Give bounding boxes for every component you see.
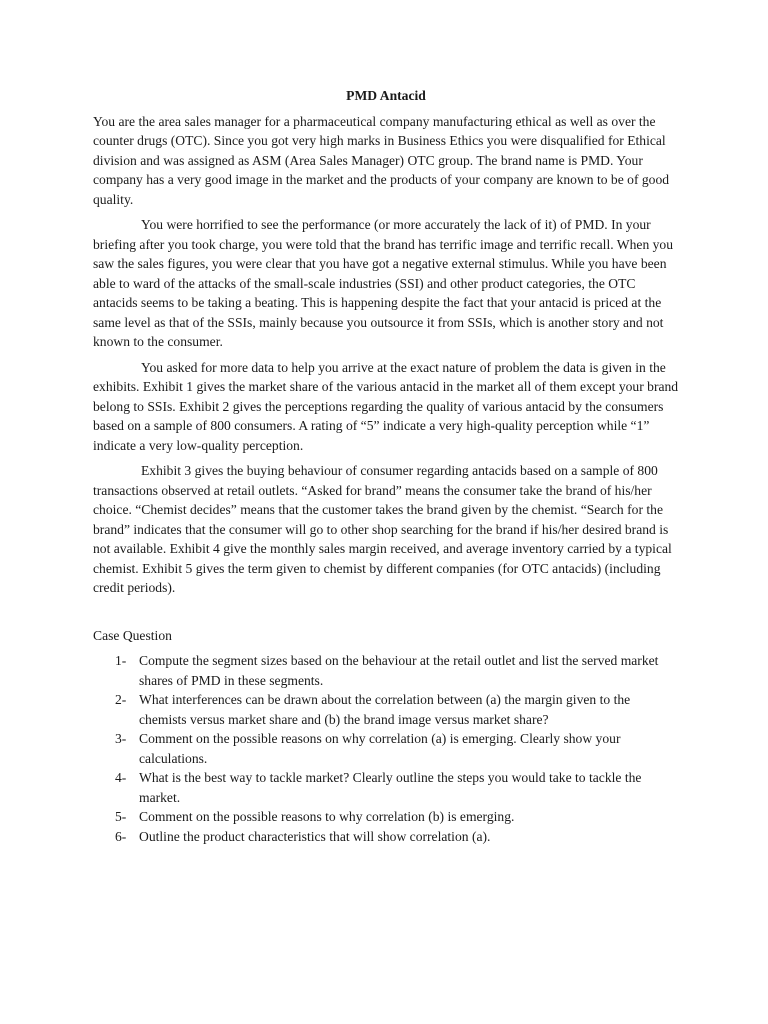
question-number: 4- [115,770,127,785]
document-title: PMD Antacid [346,88,426,103]
paragraph-performance: You were horrified to see the performance (or more accurately the lack of it) of PMD. In your briefing after you took charge, you were told that the brand has terrific image and terrific recall. When you saw the sales figures, you were clear that you have got a negative external stimulus. While you have been able to ward of the attacks of the small-scale industries (SSI) and other product categories, the OTC antacids seems to be taking a beating. This is happening despite the fact that your antacid is priced at the same level as that of the SSIs, mainly because you outsource it from SSIs, which is another story and not known to the consumer. [93,217,674,349]
question-item [93,651,679,690]
question-item [93,807,679,827]
document-page [93,86,679,846]
question-text: Comment on the possible reasons to why correlation (b) is emerging. [139,809,515,824]
paragraph-intro: You are the area sales manager for a pharmaceutical company manufacturing ethical as well as over the counter drugs (OTC). Since you got very high marks in Business Ethics you were disqualified for Ethical division and was assigned as ASM (Area Sales Manager) OTC group. The brand name is PMD. Your company has a very good image in the market and the products of your company are known to be of good quality. [93,113,670,207]
question-text: What interferences can be drawn about the correlation between (a) the margin given to the chemists versus market share and (b) the brand image versus market share? [139,692,631,727]
question-item [93,729,679,768]
question-text: Compute the segment sizes based on the behaviour at the retail outlet and list the served market shares of PMD in these segments. [139,653,659,688]
question-number: 6- [115,828,127,844]
case-question-heading: Case Question [93,627,172,643]
question-text: Outline the product characteristics that will show correlation (a). [139,828,491,844]
question-text: What is the best way to tackle market? Clearly outline the steps you would take to tackle the market. [139,770,642,805]
question-number: 5- [115,809,127,824]
question-number: 2- [115,692,127,707]
question-list [93,651,679,846]
question-number: 1- [115,653,127,668]
question-text: Comment on the possible reasons on why correlation (a) is emerging. Clearly show your calculations. [139,731,621,766]
question-number: 3- [115,731,127,746]
paragraph-exhibits-1-2: You asked for more data to help you arrive at the exact nature of problem the data is given in the exhibits. Exhibit 1 gives the market share of the various antacid in the market all of them except your brand belong to SSIs. Exhibit 2 gives the perceptions regarding the quality of various antacid by the consumers based on a sample of 800 consumers. A rating of “5” indicate a very high-quality perception while “1” indicate a very low-quality perception. [93,359,679,453]
paragraph-exhibits-3-5: Exhibit 3 gives the buying behaviour of consumer regarding antacids based on a sample of 800 transactions observed at retail outlets. “Asked for brand” means the consumer take the brand of his/her choice. “Chemist decides” means that the customer takes the brand given by the chemist. “Search for the brand” indicates that the consumer will go to other shop searching for the brand if his/her desired brand is not available. Exhibit 4 give the monthly sales margin received, and average inventory carried by a typical chemist. Exhibit 5 gives the term given to chemist by different companies (for OTC antacids) (including credit periods). [93,463,672,595]
question-item [93,768,679,807]
question-item [93,690,679,729]
question-item [93,827,679,847]
